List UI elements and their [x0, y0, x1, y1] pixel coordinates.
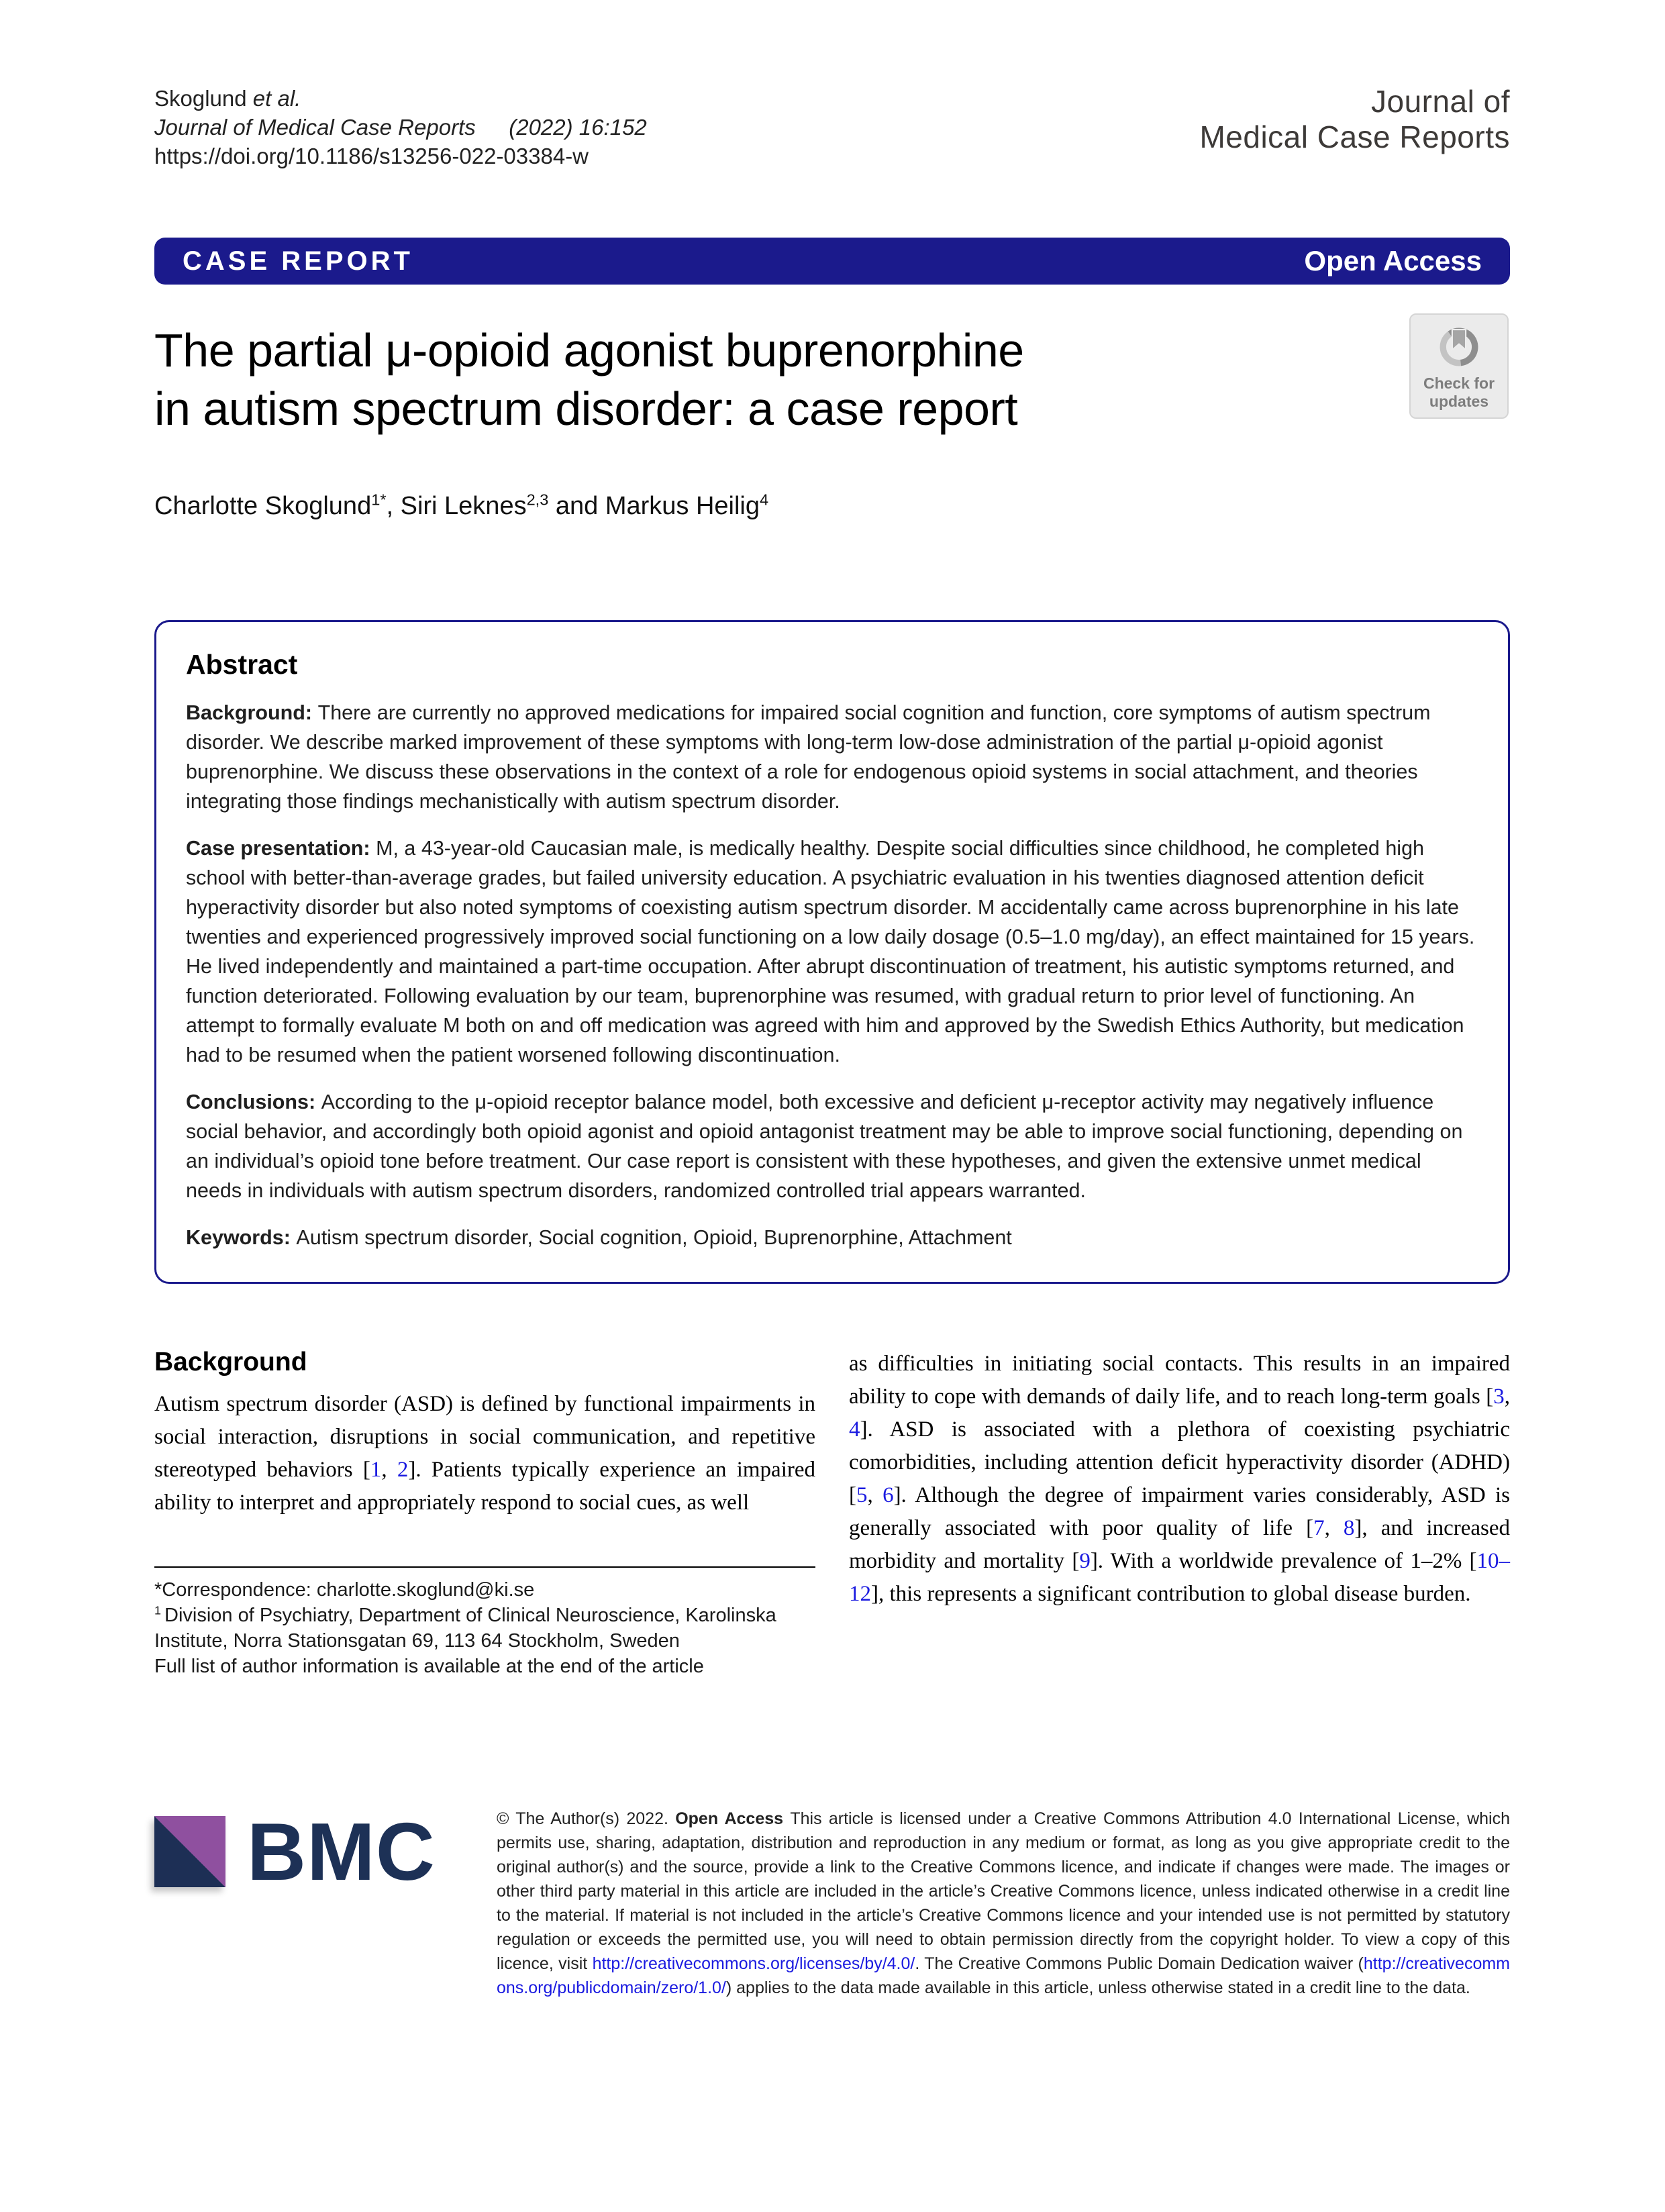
text-segment: ]. Although the degree of impairment varies considerably, ASD is generally associated with poor quality of life [	[849, 1483, 1510, 1540]
text-segment: 1*	[371, 491, 387, 509]
abstract-case-presentation-paragraph	[186, 834, 1478, 1070]
text-segment: *Correspondence: charlotte.skoglund@ki.se	[154, 1579, 535, 1601]
section-heading-background: Background	[154, 1348, 307, 1376]
citation-link[interactable]: 8	[1343, 1516, 1355, 1540]
doi-link[interactable]: https://doi.org/10.1186/s13256-022-03384-w	[154, 144, 589, 168]
abstract-heading: Abstract	[186, 649, 298, 680]
text-segment: Conclusions:	[186, 1091, 321, 1113]
background-paragraph-left	[154, 1388, 815, 1519]
citation-link[interactable]: 7	[1313, 1516, 1325, 1540]
text-segment: ]. Patients typically experience an impaired ability to interpret and appropriately respond to social cues, as well	[154, 1458, 816, 1515]
author-info-note: Full list of author information is available at the end of the article	[154, 1656, 704, 1677]
text-segment: Background:	[186, 701, 318, 724]
text-segment: ) applies to the data made available in this article, unless otherwise stated in a credit line to the data.	[725, 1978, 1470, 1997]
page-footer	[154, 1807, 1510, 2000]
text-segment: Autism spectrum disorder, Social cognition, Opioid, Buprenorphine, Attachment	[296, 1226, 1012, 1249]
bmc-logo-text: BMC	[247, 1806, 436, 1897]
citation-link[interactable]: 5	[856, 1483, 868, 1507]
text-segment: Division of Psychiatry, Department of Clinical Neuroscience, Karolinska Institute, Norra Stationsgatan 69, 113 64 Stockholm, Sweden	[154, 1605, 776, 1652]
citation-link[interactable]: 10–12	[849, 1549, 1510, 1606]
external-link[interactable]: http://creativecommons.org/publicdomain/zero/1.0/	[497, 1954, 1511, 1997]
citation-link[interactable]: 2	[397, 1458, 409, 1482]
bmc-logo	[154, 1806, 460, 1897]
abstract-box	[154, 620, 1510, 1284]
text-segment: There are currently no approved medications for impaired social cognition and function, core symptoms of autism spectrum disorder. We describe marked improvement of these symptoms with long-term low-dose administration of the partial μ-opioid agonist buprenorphine. We discuss these observations in the context of a role for endogenous opioid systems in social attachment, and theories integrating those findings mechanistically with autism spectrum disorder.	[186, 701, 1431, 813]
text-segment: Open Access	[675, 1809, 791, 1828]
running-authors	[154, 84, 647, 113]
text-segment: and Markus Heilig	[548, 492, 760, 520]
text-segment: ,	[1504, 1385, 1510, 1409]
text-segment: ,	[381, 1458, 397, 1482]
text-segment: ,	[1324, 1516, 1344, 1540]
text-segment: M, a 43-year-old Caucasian male, is medically healthy. Despite social difficulties since childhood, he completed high school with better-than-average grades, but failed university education. A psychiatric evaluation in his twenties diagnosed attention deficit hyperactivity disorder but also noted symptoms of coexisting autism spectrum disorder. M accidentally came across buprenorphine in his late twenties and experienced progressively improved social functioning on a low daily dosage (0.5–1.0 mg/day), an effect maintained for 15 years. He lived independently and maintained a part-time occupation. After abrupt discontinuation of treatment, his autistic symptoms returned, and function deteriorated. Following evaluation by our team, buprenorphine was resumed, with gradual return to prior level of functioning. An attempt to formally evaluate M both on and off medication was agreed with him and approved by the Swedish Ethics Authority, but medication had to be resumed when the patient worsened following discontinuation.	[186, 837, 1475, 1066]
external-link[interactable]: http://creativecommons.org/licenses/by/4.0/	[592, 1954, 915, 1973]
article-type-label: CASE REPORT	[183, 246, 413, 276]
abstract-conclusions-paragraph	[186, 1087, 1478, 1205]
text-segment: Journal of Medical Case Reports	[154, 115, 476, 140]
background-paragraph-right	[849, 1348, 1510, 1611]
check-for-updates-icon	[1435, 362, 1483, 374]
affiliation-line	[154, 1603, 815, 1654]
left-column	[154, 1348, 815, 1679]
text-segment: 2,3	[526, 491, 549, 509]
journal-name	[1199, 84, 1510, 155]
citation-link[interactable]: 4	[849, 1417, 860, 1442]
text-segment: Case presentation:	[186, 837, 376, 860]
text-segment: . The Creative Commons Public Domain Dedication waiver (	[915, 1954, 1364, 1973]
article-title	[154, 321, 1362, 438]
text-segment: Skoglund	[154, 86, 253, 111]
citation-link[interactable]: 1	[370, 1458, 382, 1482]
author-list	[154, 492, 1510, 521]
title-row	[154, 321, 1510, 438]
text-segment: ], this represents a significant contribution to global disease burden.	[871, 1582, 1471, 1606]
article-type-banner	[154, 238, 1510, 285]
text-segment: ], and increased morbidity and mortality [	[849, 1516, 1510, 1573]
text-segment: This article is licensed under a Creative Commons Attribution 4.0 International License, which permits use, sharing, adaptation, distribution and reproduction in any medium or format, as long as you give appropriate credit to the original author(s) and the source, provide a link to the Creative Commons licence, and indicate if changes were made. The images or other third party material in this article are included in the article’s Creative Commons licence, unless indicated otherwise in a credit line to the material. If material is not included in the article’s Creative Commons licence and your intended use is not permitted by statutory regulation or exceeds the permitted use, you will need to obtain permission directly from the copyright holder. To view a copy of this licence, visit	[497, 1809, 1510, 1973]
text-segment: ]. ASD is associated with a plethora of coexisting psychiatric comorbidities, including attention deficit hyperactivity disorder (ADHD) [	[849, 1417, 1510, 1507]
article-title-line2: in autism spectrum disorder: a case report	[154, 383, 1018, 435]
check-for-updates-label-line2: updates	[1429, 393, 1489, 410]
text-segment: Charlotte Skoglund	[154, 492, 372, 520]
correspondence-footnote	[154, 1566, 815, 1679]
footnote-divider	[154, 1566, 815, 1568]
text-segment: 4	[760, 491, 769, 509]
license-text	[497, 1807, 1510, 2000]
journal-citation	[154, 113, 647, 142]
abstract-background-paragraph	[186, 698, 1478, 816]
right-column	[849, 1348, 1510, 1679]
text-segment: (2022) 16:152	[475, 115, 647, 140]
journal-name-line1: Journal of	[1370, 84, 1510, 119]
journal-name-line2: Medical Case Reports	[1199, 119, 1510, 154]
text-segment: as difficulties in initiating social contacts. This results in an impaired ability to cope with demands of daily life, and to reach long-term goals [	[849, 1352, 1510, 1409]
text-segment: 1	[154, 1603, 164, 1617]
citation-link[interactable]: 3	[1493, 1385, 1505, 1409]
text-segment: et al.	[252, 86, 301, 111]
text-segment: Keywords:	[186, 1226, 297, 1249]
check-for-updates-label-line1: Check for	[1423, 374, 1495, 392]
text-segment: © The Author(s) 2022.	[497, 1809, 676, 1828]
bmc-logo-icon	[154, 1816, 225, 1887]
check-for-updates-badge[interactable]	[1409, 313, 1509, 419]
citation-block	[154, 84, 647, 170]
body-columns	[154, 1348, 1510, 1679]
article-title-line1: The partial μ-opioid agonist buprenorphine	[154, 324, 1024, 376]
open-access-label: Open Access	[1304, 245, 1482, 276]
citation-link[interactable]: 6	[882, 1483, 894, 1507]
abstract-keywords	[186, 1223, 1478, 1252]
text-segment: ]. With a worldwide prevalence of 1–2% [	[1090, 1549, 1477, 1573]
page-header	[154, 84, 1510, 170]
correspondence-line[interactable]	[154, 1577, 815, 1603]
citation-link[interactable]: 9	[1079, 1549, 1091, 1573]
text-segment: , Siri Leknes	[386, 492, 527, 520]
text-segment: Autism spectrum disorder (ASD) is defined by functional impairments in social interaction, disruptions in social communication, and repetitive stereotyped behaviors [	[154, 1392, 815, 1482]
text-segment: According to the μ-opioid receptor balance model, both excessive and deficient μ-receptor activity may negatively influence social behavior, and accordingly both opioid agonist and opioid antagonist treatment may be able to improve social functioning, depending on an individual’s opioid tone before treatment. Our case report is consistent with these hypotheses, and given the extensive unmet medical needs in individuals with autism spectrum disorders, randomized controlled trial appears warranted.	[186, 1091, 1463, 1202]
text-segment: ,	[867, 1483, 883, 1507]
